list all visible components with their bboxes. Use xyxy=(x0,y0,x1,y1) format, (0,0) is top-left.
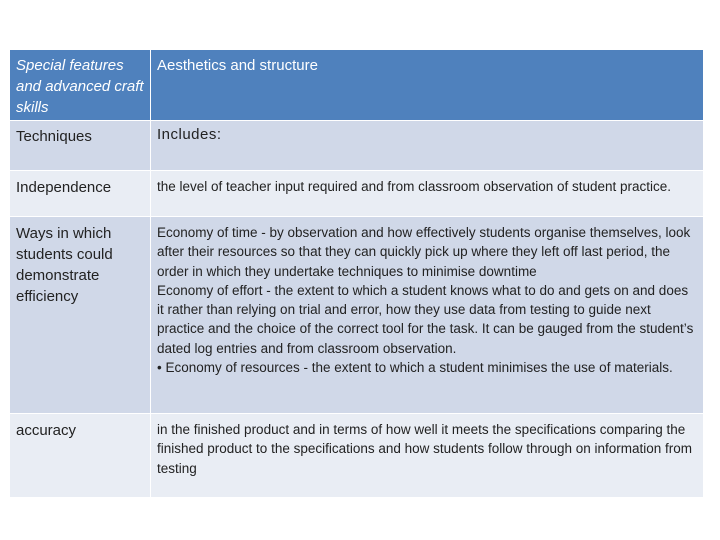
row-content-accuracy xyxy=(151,414,703,497)
table-header-row xyxy=(10,50,703,121)
row-label-accuracy: accuracy xyxy=(10,414,151,497)
header-cell-aesthetics: Aesthetics and structure xyxy=(157,57,318,74)
row-label-independence: Independence xyxy=(10,171,151,216)
row-label-techniques: Techniques xyxy=(10,121,151,170)
content-paragraph: • Economy of resources - the extent to which a student minimises the use of materials. xyxy=(157,360,673,376)
content-paragraph: in the finished product and in terms of how well it meets the specifications comparing the finished product to the specifications and how students follow through on information from testing xyxy=(157,422,693,476)
table-row xyxy=(10,414,703,498)
row-label-efficiency: Ways in which students could demonstrate efficiency xyxy=(10,217,151,413)
row-content-independence xyxy=(151,171,703,216)
content-paragraph: Economy of effort - the extent to which a student knows what to do and gets on and does it rather than relying on trial and error, how they use data from testing to guide next practice and the choice of the correct tool for the task. It can be gauged from the student’s dated log entries and from classroom observation. xyxy=(157,282,694,356)
content-paragraph: the level of teacher input required and from classroom observation of student practice. xyxy=(157,179,672,194)
table-row xyxy=(10,121,703,171)
row-content-techniques xyxy=(151,121,703,170)
table-row xyxy=(10,217,703,414)
content-paragraph: Includes: xyxy=(157,126,222,143)
criteria-table xyxy=(10,50,703,498)
table-row xyxy=(10,171,703,217)
row-content-efficiency xyxy=(151,217,703,413)
content-paragraph: Economy of time - by observation and how effectively students organise themselves, look after their resources so that they can quickly pick up where they left off last period, the order in which they undertake techniques to minimise downtime xyxy=(157,225,691,279)
header-cell-special-features: Special features and advanced craft skills xyxy=(10,50,151,120)
